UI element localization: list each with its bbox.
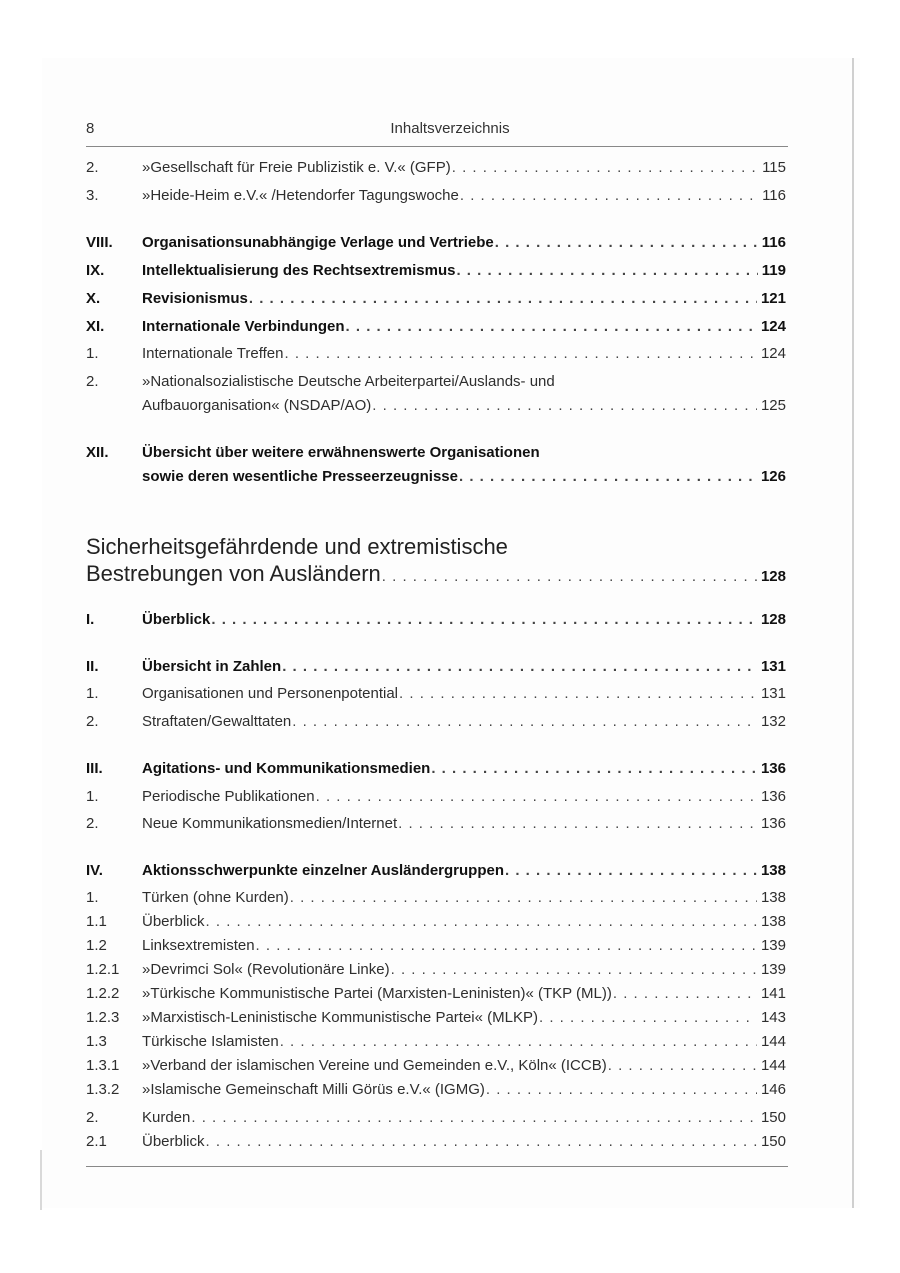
toc-entry-number: 1.1 (86, 913, 107, 930)
toc-entry[interactable] (86, 959, 786, 981)
toc-entry-page: 131 (760, 685, 786, 702)
leader-dots (505, 860, 757, 882)
footer-divider (86, 1166, 788, 1167)
toc-entry[interactable] (86, 1079, 786, 1101)
toc-entry[interactable] (86, 1007, 786, 1029)
toc-entry-label: Internationale Verbindungen (142, 318, 345, 335)
leader-dots (316, 786, 757, 808)
toc-entry-page: 136 (760, 815, 786, 832)
toc-entry-number: 1.2.3 (86, 1009, 120, 1026)
toc-entry-multiline[interactable] (86, 442, 786, 464)
toc-entry-page: 126 (760, 468, 786, 485)
toc-entry-number: 1.2.1 (86, 961, 120, 978)
toc-entry-page: 144 (760, 1033, 786, 1050)
leader-dots (256, 935, 757, 957)
toc-entry-number: 1.3.1 (86, 1057, 120, 1074)
leader-dots (382, 563, 757, 591)
leader-dots (495, 232, 758, 254)
toc-entry-number: 1. (86, 788, 99, 805)
toc-entry-number: 1. (86, 685, 99, 702)
leader-dots (346, 316, 757, 338)
leader-dots (290, 887, 757, 909)
toc-entry-label-line2: Aufbauorganisation« (NSDAP/AO) (142, 397, 372, 414)
toc-entry-number: 2. (86, 373, 99, 390)
page-number: 8 (86, 120, 95, 137)
toc-entry-label: Übersicht in Zahlen (142, 658, 282, 675)
toc-entry-page: 131 (760, 658, 786, 675)
toc-entry[interactable] (86, 343, 786, 365)
toc-entry[interactable] (86, 1031, 786, 1053)
toc-entry-page: 128 (760, 611, 786, 628)
toc-entry-label: »Marxistisch-Leninistische Kommunistische Partei« (MLKP) (142, 1009, 538, 1026)
toc-entry[interactable] (86, 656, 786, 678)
toc-entry[interactable] (86, 683, 786, 705)
toc-entry[interactable] (86, 711, 786, 733)
leader-dots (280, 1031, 757, 1053)
toc-entry-page: 138 (760, 913, 786, 930)
toc-entry-page: 139 (760, 937, 786, 954)
toc-entry-page: 138 (760, 862, 786, 879)
toc-entry-label: Türken (ohne Kurden) (142, 889, 289, 906)
toc-entry-continuation (86, 466, 786, 488)
toc-entry-page: 141 (760, 985, 786, 1002)
toc-entry-number: 1.2.2 (86, 985, 120, 1002)
toc-entry-number: 3. (86, 187, 99, 204)
toc-entry-number: 2.1 (86, 1133, 107, 1150)
toc-entry-label: Überblick (142, 1133, 205, 1150)
toc-entry-number: 1. (86, 889, 99, 906)
toc-entry-number: II. (86, 658, 99, 675)
toc-entry-page: 146 (760, 1081, 786, 1098)
toc-entry-label: »Gesellschaft für Freie Publizistik e. V.« (GFP) (142, 159, 451, 176)
toc-entry-label: Intellektualisierung des Rechtsextremismus (142, 262, 456, 279)
toc-entry[interactable] (86, 316, 786, 338)
toc-entry-page: 139 (760, 961, 786, 978)
toc-entry-number: XII. (86, 444, 109, 461)
section-heading[interactable] (86, 560, 786, 588)
toc-entry[interactable] (86, 232, 786, 254)
toc-entry-label: Agitations- und Kommunikationsmedien (142, 760, 431, 777)
toc-entry[interactable] (86, 813, 786, 835)
toc-entry-page: 150 (760, 1109, 786, 1126)
toc-entry-page: 121 (760, 290, 786, 307)
leader-dots (608, 1055, 757, 1077)
toc-entry-page: 125 (760, 397, 786, 414)
toc-entry-label: Kurden (142, 1109, 191, 1126)
toc-entry-number: 1.2 (86, 937, 107, 954)
toc-entry-label: Überblick (142, 913, 205, 930)
leader-dots (459, 466, 757, 488)
toc-entry-label: Linksextremisten (142, 937, 255, 954)
toc-entry-number: III. (86, 760, 103, 777)
toc-entry-page: 136 (760, 760, 786, 777)
toc-entry-page: 124 (760, 345, 786, 362)
leader-dots (249, 288, 757, 310)
toc-entry[interactable] (86, 860, 786, 882)
leader-dots (372, 395, 757, 417)
toc-entry[interactable] (86, 887, 786, 909)
toc-entry-number: VIII. (86, 234, 113, 251)
leader-dots (292, 711, 757, 733)
toc-entry-label-line1: Übersicht über weitere erwähnenswerte Organisationen (142, 444, 540, 461)
toc-entry-number: XI. (86, 318, 105, 335)
toc-entry[interactable] (86, 935, 786, 957)
toc-entry-label-line1: »Nationalsozialistische Deutsche Arbeiterpartei/Auslands- und (142, 373, 555, 390)
toc-entry-number: IV. (86, 862, 103, 879)
leader-dots (206, 1131, 757, 1153)
toc-entry-number: 2. (86, 815, 99, 832)
toc-entry[interactable] (86, 911, 786, 933)
toc-entry-label: Aktionsschwerpunkte einzelner Ausländergruppen (142, 862, 505, 879)
page-edge-shadow (40, 1150, 42, 1210)
toc-entry-number: IX. (86, 262, 105, 279)
toc-entry-page: 115 (762, 159, 786, 176)
toc-entry[interactable] (86, 260, 786, 282)
toc-entry[interactable] (86, 983, 786, 1005)
toc-entry-page: 132 (760, 713, 786, 730)
leader-dots (206, 911, 757, 933)
toc-entry-page: 116 (762, 187, 786, 204)
toc-entry-number: 2. (86, 159, 99, 176)
toc-entry-number: 1. (86, 345, 99, 362)
header-divider (86, 146, 788, 147)
toc-entry[interactable] (86, 1055, 786, 1077)
leader-dots (486, 1079, 757, 1101)
toc-entry[interactable] (86, 609, 786, 631)
leader-dots (456, 260, 757, 282)
toc-entry-number: 1.3 (86, 1033, 107, 1050)
leader-dots (191, 1107, 757, 1129)
toc-entry-page: 144 (760, 1057, 786, 1074)
leader-dots (399, 683, 757, 705)
toc-entry-label: Revisionismus (142, 290, 248, 307)
toc-entry-label: Organisationen und Personenpotential (142, 685, 399, 702)
toc-entry-number: I. (86, 611, 95, 628)
leader-dots (539, 1007, 757, 1029)
page-edge-shadow (852, 58, 854, 1208)
toc-entry[interactable] (86, 1107, 786, 1129)
toc-entry-label: Internationale Treffen (142, 345, 284, 362)
toc-entry-label: »Islamische Gemeinschaft Milli Görüs e.V.« (IGMG) (142, 1081, 485, 1098)
leader-dots (460, 185, 758, 207)
toc-entry-label: Straftaten/Gewalttaten (142, 713, 292, 730)
toc-entry[interactable] (86, 758, 786, 780)
leader-dots (282, 656, 757, 678)
toc-entry[interactable] (86, 1131, 786, 1153)
section-heading-line2: Bestrebungen von Ausländern (86, 561, 381, 586)
toc-entry-page: 116 (761, 234, 786, 251)
toc-entry[interactable] (86, 786, 786, 808)
toc-entry-page: 136 (760, 788, 786, 805)
toc-entry-label: Überblick (142, 611, 211, 628)
leader-dots (398, 813, 757, 835)
toc-entry[interactable] (86, 185, 786, 207)
leader-dots (391, 959, 757, 981)
toc-entry-multiline[interactable] (86, 371, 786, 393)
toc-entry-page: 119 (761, 262, 786, 279)
toc-entry-label: Periodische Publikationen (142, 788, 315, 805)
leader-dots (452, 157, 758, 179)
toc-entry-label: Neue Kommunikationsmedien/Internet (142, 815, 398, 832)
toc-entry-page: 138 (760, 889, 786, 906)
toc-entry-label: »Verband der islamischen Vereine und Gemeinden e.V., Köln« (ICCB) (142, 1057, 607, 1074)
toc-entry-number: 2. (86, 713, 99, 730)
leader-dots (613, 983, 757, 1005)
leader-dots (211, 609, 757, 631)
toc-entry-number: 2. (86, 1109, 99, 1126)
toc-entry-label: »Türkische Kommunistische Partei (Marxisten-Leninisten)« (TKP (ML)) (142, 985, 612, 1002)
leader-dots (431, 758, 757, 780)
toc-entry-label-line2: sowie deren wesentliche Presseerzeugnisse (142, 468, 458, 485)
toc-entry[interactable] (86, 288, 786, 310)
toc-entry-label: Organisationsunabhängige Verlage und Vertriebe (142, 234, 494, 251)
toc-entry-page: 124 (760, 318, 786, 335)
toc-entry-label: Türkische Islamisten (142, 1033, 279, 1050)
toc-entry[interactable] (86, 157, 786, 179)
toc-entry-number: 1.3.2 (86, 1081, 120, 1098)
section-page: 128 (760, 568, 786, 585)
toc-entry-page: 143 (760, 1009, 786, 1026)
toc-entry-number: X. (86, 290, 101, 307)
toc-entry-label: »Heide-Heim e.V.« /Hetendorfer Tagungswoche (142, 187, 459, 204)
leader-dots (285, 343, 757, 365)
toc-entry-page: 150 (760, 1133, 786, 1150)
toc-entry-continuation (86, 395, 786, 417)
page-title: Inhaltsverzeichnis (390, 120, 510, 137)
section-heading-line1: Sicherheitsgefährdende und extremistische (86, 534, 508, 559)
toc-entry-label: »Devrimci Sol« (Revolutionäre Linke) (142, 961, 390, 978)
